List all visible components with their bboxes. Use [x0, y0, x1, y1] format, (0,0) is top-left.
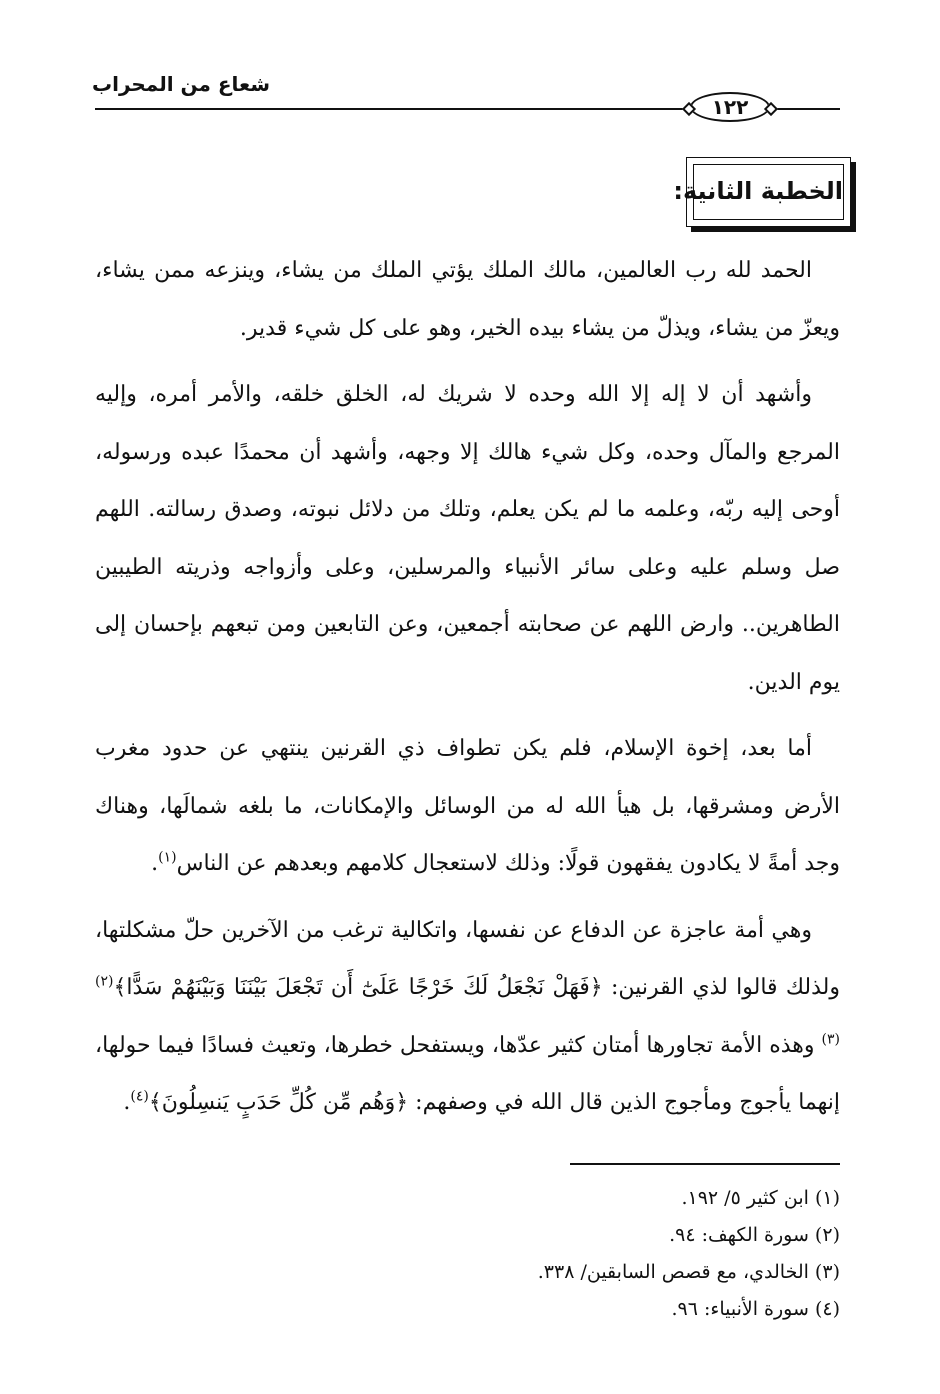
- paragraph-3: [95, 720, 840, 893]
- quran-verse-1: ﴿فَهَلْ نَجْعَلُ لَكَ خَرْجًا عَلَىٰٓ أَن تَجْعَلَ بَيْنَنَا وَبَيْنَهُمْ سَدًّا﴾: [113, 975, 603, 1000]
- footnote-rule: [570, 1163, 840, 1165]
- paragraph-4: [95, 902, 840, 1132]
- section-title-box: [673, 157, 851, 227]
- footnote-ref-1: (١): [158, 849, 177, 866]
- section-title: الخطبة الثانية:: [693, 164, 844, 220]
- paragraph-3-end: .: [151, 851, 159, 876]
- paragraph-4-text: وهي أمة عاجزة عن الدفاع عن نفسها، واتكالية ترغب من الآخرين حلّ مشكلتها، ولذلك قالوا لذي القرنين:: [95, 917, 841, 1000]
- body-text: [95, 242, 840, 1132]
- footnote-ref-2-3: (٢)(٣): [95, 973, 840, 1048]
- book-title: شعاع من المحراب: [92, 72, 271, 96]
- footnotes: [95, 1180, 840, 1328]
- page-number: ١٢٢: [690, 92, 770, 122]
- footnote-3: (٣) الخالدي، مع قصص السابقين/ ٣٣٨.: [537, 1261, 840, 1283]
- quran-verse-2: ﴿وَهُم مِّن كُلِّ حَدَبٍ يَنسِلُونَ﴾: [148, 1090, 409, 1115]
- footnote-2: (٢) سورة الكهف: ٩٤.: [669, 1224, 840, 1246]
- paragraph-4-end: .: [123, 1090, 131, 1115]
- footnote-ref-4: (٤): [130, 1088, 149, 1105]
- paragraph-3-text: أما بعد، إخوة الإسلام، فلم يكن تطواف ذي القرنين ينتهي عن حدود مغرب الأرض ومشرقها، بل هيأ الله له من الوسائل والإمكانات، ما بلغه شمالَها، وهناك وجد أمةً لا يكادون يفقهون قولًا: وذلك لاستعجال كلامهم وبعدهم عن الناس: [95, 736, 840, 876]
- paragraph-2: وأشهد أن لا إله إلا الله وحده لا شريك له، الخلق خلقه، والأمر أمره، وإليه المرجع والمآل وحده، وكل شيء هالك إلا وجهه، وأشهد أن محمدًا عبده ورسوله، أوحى إليه ربّه، وعلمه ما لم يكن يعلم، وتلك من دلائل نبوته، وصدق رسالته. اللهم صل وسلم عليه وعلى سائر الأنبياء والمرسلين، وعلى وأزواجه وذريته الطيبين الطاهرين.. وارض اللهم عن صحابته أجمعين، وعن التابعين ومن تبعهم بإحسان إلى يوم الدين.: [95, 382, 841, 695]
- footnote-1: (١) ابن كثير ٥/ ١٩٢.: [681, 1187, 840, 1209]
- paragraph-4-middle: وهذه الأمة تجاورها أمتان كثير عدّها، ويستفحل خطرها، وتعيث فسادًا فيما حولها، إنهما يأجوج ومأجوج الذين قال الله في وصفهم:: [95, 1032, 840, 1115]
- footnote-4: (٤) سورة الأنبياء: ٩٦.: [671, 1298, 840, 1320]
- paragraph-1: الحمد لله رب العالمين، مالك الملك يؤتي الملك من يشاء، وينزعه ممن يشاء، ويعزّ من يشاء، ويذلّ من يشاء بيده الخير، وهو على كل شيء قدير.: [95, 258, 840, 341]
